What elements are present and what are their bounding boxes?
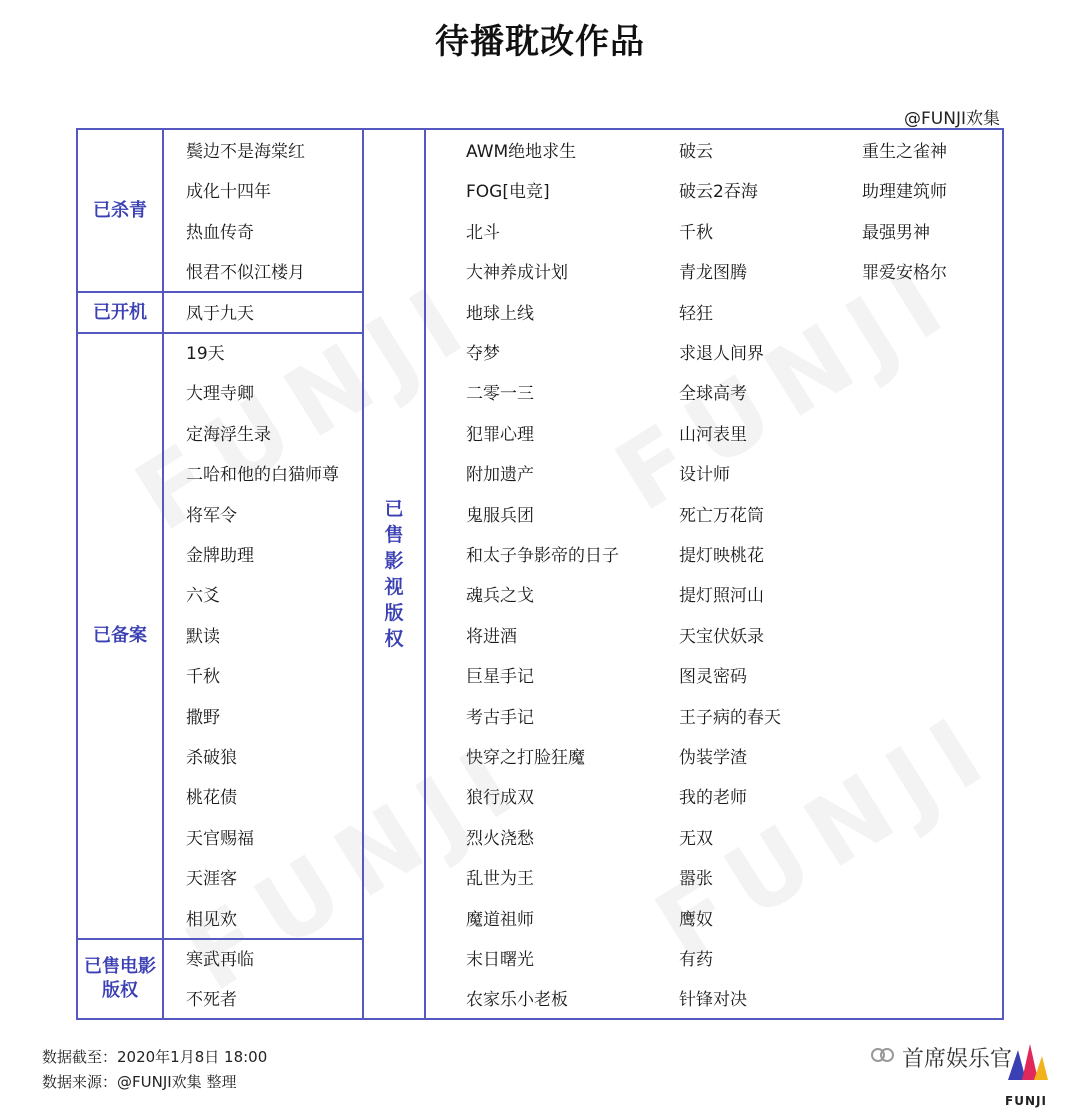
list-item: 杀破狼 <box>186 748 237 768</box>
list-item: 桃花债 <box>186 788 237 809</box>
list-item: 寒武再临 <box>186 950 254 970</box>
list-item: 地球上线 <box>466 303 534 324</box>
category-started: 已开机 <box>93 301 147 323</box>
list-item: 19天 <box>186 344 225 364</box>
list-item: 鬓边不是海棠红 <box>186 142 305 162</box>
list-item: 嚣张 <box>679 869 713 890</box>
page-title: 待播耽改作品 <box>435 22 645 62</box>
list-item: 千秋 <box>186 667 220 688</box>
list-item: 天宝伏妖录 <box>679 626 764 647</box>
funji-logo <box>1000 1040 1052 1110</box>
brand-badge <box>870 1042 1012 1073</box>
list-item: 大神养成计划 <box>466 263 568 284</box>
list-item: 快穿之打脸狂魔 <box>466 748 585 768</box>
list-item: 烈火浇愁 <box>466 828 534 849</box>
list-item: 定海浮生录 <box>186 424 271 445</box>
list-item: 有药 <box>679 950 713 970</box>
list-item: 六爻 <box>186 586 220 607</box>
list-item: 轻狂 <box>679 303 713 324</box>
list-item: 巨星手记 <box>466 667 534 688</box>
list-item: 全球高考 <box>679 384 747 405</box>
list-item: 王子病的春天 <box>679 707 781 728</box>
list-item: 提灯映桃花 <box>679 546 764 566</box>
list-item: 伪装学渣 <box>679 748 747 768</box>
list-item: 成化十四年 <box>186 182 271 203</box>
list-item: 针锋对决 <box>679 990 747 1011</box>
category-filed: 已备案 <box>93 625 147 646</box>
list-item: 凤于九天 <box>186 303 254 324</box>
list-item: 破云 <box>679 142 713 162</box>
wechat-icon <box>870 1044 896 1072</box>
list-item: 重生之雀神 <box>862 142 947 162</box>
list-item: 撒野 <box>186 707 220 728</box>
list-item: 二哈和他的白猫师尊 <box>186 465 339 486</box>
list-item: AWM绝地求生 <box>466 142 577 162</box>
list-item: 恨君不似江楼月 <box>186 263 305 284</box>
list-item: 求退人间界 <box>679 344 764 364</box>
list-item: 青龙图腾 <box>679 263 747 284</box>
list-item: 北斗 <box>466 222 500 243</box>
list-item: 天官赐福 <box>186 828 254 849</box>
list-item: 千秋 <box>679 222 713 243</box>
list-item: 将军令 <box>186 505 237 526</box>
list-item: 鬼服兵团 <box>466 505 534 526</box>
watermark <box>117 259 495 553</box>
category-killed: 已杀青 <box>93 199 147 221</box>
list-item: 助理建筑师 <box>862 182 947 203</box>
list-item: 罪爱安格尔 <box>862 263 947 284</box>
list-item: 将进酒 <box>466 626 517 647</box>
list-item: 不死者 <box>186 990 237 1011</box>
category-film-rights-label: 已售电影版权 <box>84 956 156 1001</box>
category-tv-rights-label: 已售影视版权 <box>384 498 404 650</box>
list-item: 大理寺卿 <box>186 384 254 405</box>
divider <box>424 130 426 1018</box>
works-table <box>76 128 1004 1020</box>
list-item: 二零一三 <box>466 384 534 405</box>
list-item: 农家乐小老板 <box>466 990 568 1011</box>
list-item: 相见欢 <box>186 909 237 930</box>
list-item: 天涯客 <box>186 869 237 890</box>
list-item: 夺梦 <box>466 344 500 364</box>
list-item: 犯罪心理 <box>466 424 534 445</box>
list-item: 狼行成双 <box>466 788 534 809</box>
list-item: FOG[电竞] <box>466 182 550 203</box>
credit-label: @FUNJI欢集 <box>904 109 1000 129</box>
list-item: 附加遗产 <box>466 465 534 486</box>
category-tv-rights <box>364 130 424 1018</box>
list-item: 无双 <box>679 828 713 849</box>
list-item: 魂兵之戈 <box>466 586 534 607</box>
list-item: 鹰奴 <box>679 909 713 930</box>
divider <box>162 130 164 1018</box>
list-item: 考古手记 <box>466 707 534 728</box>
funji-logo-text: FUNJI <box>1005 1094 1047 1108</box>
list-item: 图灵密码 <box>679 667 747 688</box>
list-item: 默读 <box>186 626 220 647</box>
funji-logo-mark <box>1000 1040 1052 1090</box>
list-item: 设计师 <box>679 465 730 486</box>
brand-name: 首席娱乐官 <box>902 1047 1013 1072</box>
list-item: 金牌助理 <box>186 546 254 566</box>
list-item: 最强男神 <box>862 222 930 243</box>
list-item: 热血传奇 <box>186 222 254 243</box>
list-item: 魔道祖师 <box>466 909 534 930</box>
footer-source: 数据来源：@FUNJI欢集 整理 <box>42 1073 237 1091</box>
list-item: 末日曙光 <box>466 950 534 970</box>
list-item: 我的老师 <box>679 788 747 809</box>
footer-date: 数据截至：2020年1月8日 18:00 <box>42 1048 268 1066</box>
list-item: 破云2吞海 <box>679 182 758 203</box>
list-item: 山河表里 <box>679 424 747 445</box>
category-film-rights <box>82 940 158 1018</box>
list-item: 提灯照河山 <box>679 586 764 607</box>
list-item: 和太子争影帝的日子 <box>466 546 619 566</box>
list-item: 死亡万花筒 <box>679 505 764 526</box>
list-item: 乱世为王 <box>466 869 534 890</box>
